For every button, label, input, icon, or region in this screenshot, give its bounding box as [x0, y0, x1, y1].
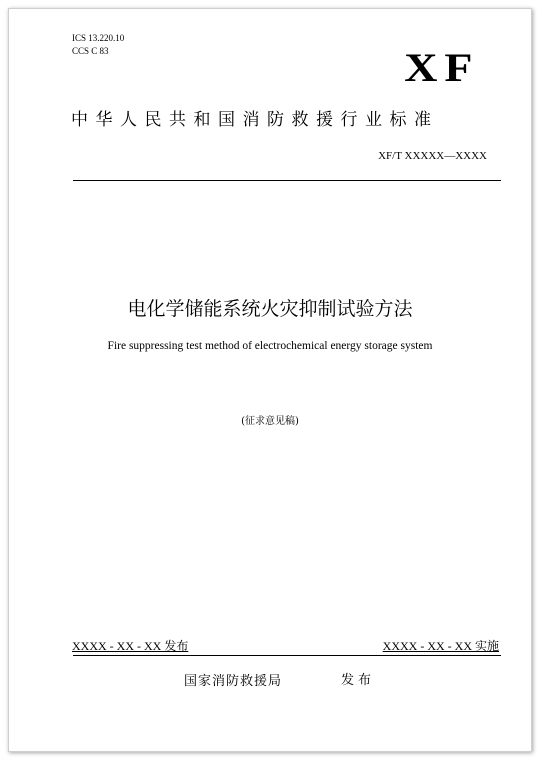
- issuing-authority: 国家消防救援局: [184, 674, 283, 689]
- classification-codes: [72, 32, 124, 58]
- standard-name: 中华人民共和国消防救援行业标准: [71, 110, 439, 130]
- standard-number: XF/T XXXXX—XXXX: [378, 150, 487, 162]
- draft-status: (征求意见稿): [241, 416, 299, 427]
- release-date: XXXX - XX - XX 发布: [72, 639, 189, 653]
- document-page: [8, 8, 532, 752]
- ccs-code: CCS C 83: [72, 46, 109, 56]
- implementation-date: XXXX - XX - XX 实施: [382, 639, 499, 653]
- footer-divider: [73, 655, 501, 656]
- issue-label: 发布: [341, 673, 376, 688]
- document-title-chinese: 电化学储能系统火灾抑制试验方法: [127, 298, 413, 320]
- document-title-english: Fire suppressing test method of electrochemical energy storage system: [107, 340, 433, 352]
- header-divider: [73, 180, 501, 181]
- ics-code: ICS 13.220.10: [72, 33, 125, 43]
- xf-logo: XF: [403, 45, 479, 90]
